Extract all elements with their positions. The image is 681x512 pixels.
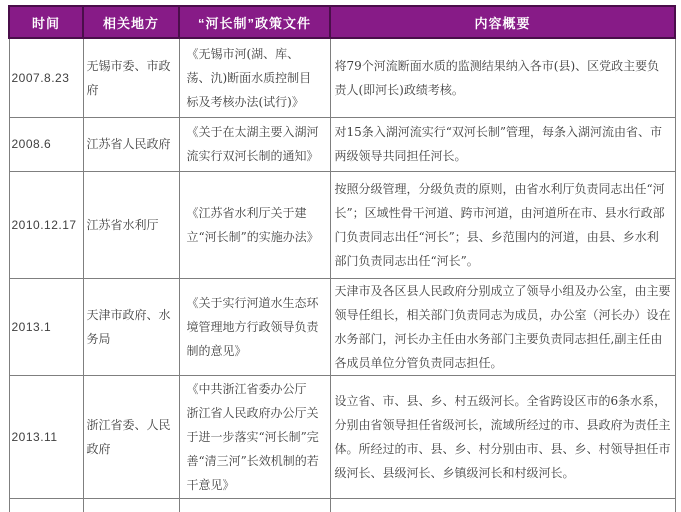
cell-time: 2010.12.17 bbox=[9, 171, 83, 278]
cell-place: 浙江省委、人民政府 bbox=[83, 375, 179, 498]
cell-document: 《关于在太湖主要入湖河流实行双河长制的通知》 bbox=[179, 117, 330, 171]
cell-time: 2007.8.23 bbox=[9, 38, 83, 117]
cell-document: 《无锡市河(湖、库、荡、氿)断面水质控制目标及考核办法(试行)》 bbox=[179, 38, 330, 117]
cell-summary: 设立省、市、县、乡、村五级河长。全省跨设区市的6条水系，分别由省领导担任省级河长，流域所经过的市、县政府为责任主体。所经过的市、县、乡、村分别由市、县、乡、村领导担任市级河长、县级河长、乡镇级河长和村级河长。 bbox=[330, 375, 675, 498]
column-header-summary: 内容概要 bbox=[330, 6, 675, 38]
cell-place: 无锡市委、市政府 bbox=[83, 38, 179, 117]
cell-time: 2013.11 bbox=[9, 375, 83, 498]
table-header bbox=[9, 6, 675, 38]
cell-empty bbox=[83, 498, 179, 512]
table-row bbox=[9, 171, 675, 278]
cell-summary: 将79个河流断面水质的监测结果纳入各市(县)、区党政主要负责人(即河长)政绩考核。 bbox=[330, 38, 675, 117]
cell-place: 江苏省人民政府 bbox=[83, 117, 179, 171]
cell-empty bbox=[9, 498, 83, 512]
cell-empty bbox=[330, 498, 675, 512]
column-header-place: 相关地方 bbox=[83, 6, 179, 38]
cell-document: 《中共浙江省委办公厅 浙江省人民政府办公厅关于进一步落实“河长制”完善“清三河”长效机制的若干意见》 bbox=[179, 375, 330, 498]
table-body bbox=[9, 38, 675, 512]
cell-place: 江苏省水利厅 bbox=[83, 171, 179, 278]
table-row bbox=[9, 278, 675, 375]
column-header-time: 时间 bbox=[9, 6, 83, 38]
table-row-partial bbox=[9, 498, 675, 512]
table-row bbox=[9, 117, 675, 171]
cell-summary: 按照分级管理，分级负责的原则，由省水利厅负责同志出任“河长”；区域性骨干河道、跨市河道，由河道所在市、县水行政部门负责同志出任“河长”；县、乡范围内的河道，由县、乡水利部门负责同志出任“河长”。 bbox=[330, 171, 675, 278]
river-chief-policy-table bbox=[8, 5, 676, 512]
table-row bbox=[9, 38, 675, 117]
cell-empty bbox=[179, 498, 330, 512]
cell-time: 2013.1 bbox=[9, 278, 83, 375]
cell-summary: 对15条入湖河流实行“双河长制”管理，每条入湖河流由省、市两级领导共同担任河长。 bbox=[330, 117, 675, 171]
cell-document: 《关于实行河道水生态环境管理地方行政领导负责制的意见》 bbox=[179, 278, 330, 375]
cell-summary: 天津市及各区县人民政府分别成立了领导小组及办公室，由主要领导任组长，相关部门负责同志为成员，办公室（河长办）设在水务部门，河长办主任由水务部门主要负责同志担任,副主任由各成员单位分管负责同志担任。 bbox=[330, 278, 675, 375]
column-header-document: “河长制”政策文件 bbox=[179, 6, 330, 38]
table-row bbox=[9, 375, 675, 498]
header-row bbox=[9, 6, 675, 38]
cell-place: 天津市政府、水务局 bbox=[83, 278, 179, 375]
cell-time: 2008.6 bbox=[9, 117, 83, 171]
cell-document: 《江苏省水利厅关于建立“河长制”的实施办法》 bbox=[179, 171, 330, 278]
